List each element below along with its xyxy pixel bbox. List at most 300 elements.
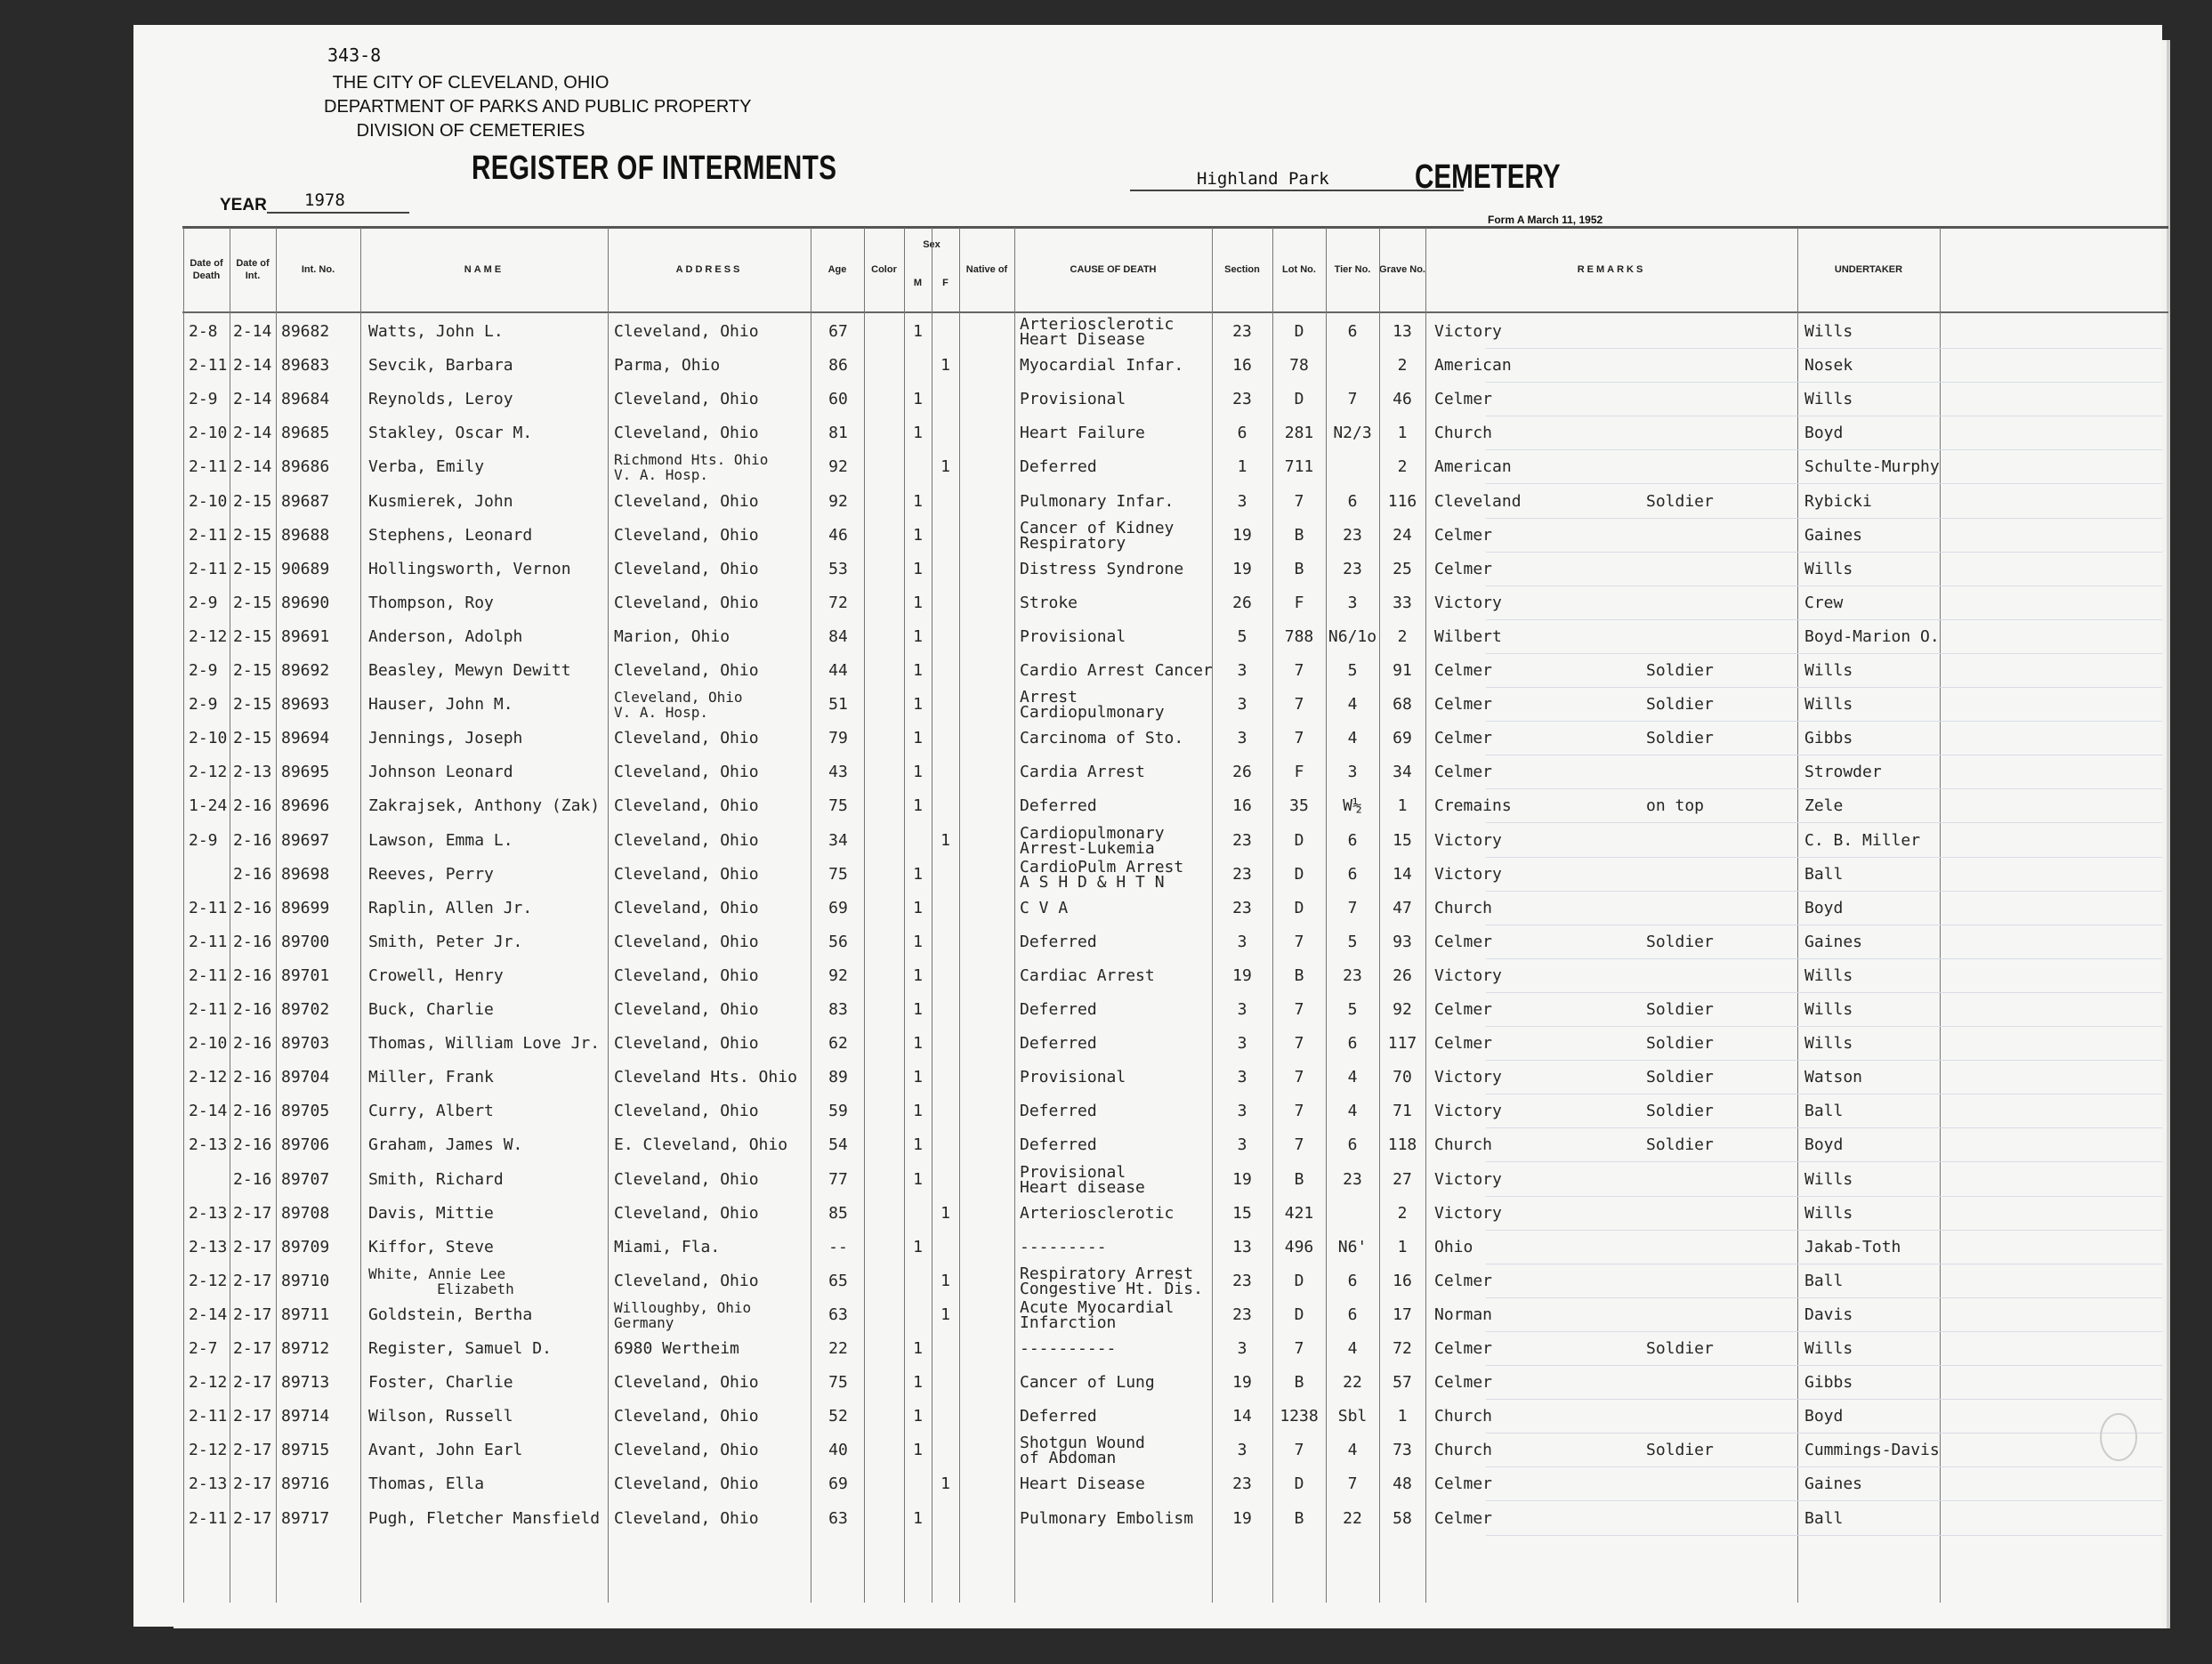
cell-grave: 1 — [1397, 1237, 1408, 1256]
cell-cause: Cancer of Kidney Respiratory — [1020, 518, 1175, 553]
cell-cem: Wilbert — [1434, 626, 1502, 646]
cell-death: 2-13 — [189, 1135, 228, 1155]
cell-cem: American — [1434, 457, 1512, 477]
cell-address: Cleveland, Ohio — [614, 932, 759, 951]
cell-no: 89708 — [281, 1203, 330, 1223]
cell-section: 19 — [1232, 965, 1252, 985]
cell-m: 1 — [913, 965, 923, 985]
cell-undertaker: Davis — [1804, 1305, 1853, 1324]
cell-cause: Provisional Heart disease — [1020, 1162, 1145, 1197]
cell-grave: 14 — [1393, 864, 1412, 884]
cell-name: Stakley, Oscar M. — [368, 424, 533, 443]
cell-m: 1 — [913, 1441, 923, 1460]
cell-cem: Church — [1434, 424, 1493, 443]
cell-death: 2-9 — [189, 695, 218, 715]
cell-m: 1 — [913, 390, 923, 409]
cell-section: 26 — [1232, 593, 1252, 612]
cell-age: 69 — [828, 898, 848, 917]
cell-no: 89701 — [281, 965, 330, 985]
cell-grave: 71 — [1393, 1102, 1412, 1121]
cell-m: 1 — [913, 525, 923, 545]
cell-tier: 23 — [1343, 1169, 1362, 1189]
cell-lot: 7 — [1294, 1102, 1304, 1121]
cell-tier: Sbl — [1337, 1407, 1368, 1426]
cell-int: 2-17 — [233, 1441, 272, 1460]
cell-section: 5 — [1237, 626, 1247, 646]
cell-death: 2-10 — [189, 1034, 228, 1054]
cell-name: Miller, Frank — [368, 1068, 494, 1087]
cell-address: Cleveland, Ohio — [614, 1169, 759, 1189]
cell-int: 2-16 — [233, 1169, 272, 1189]
cell-tier: 7 — [1347, 898, 1358, 917]
cell-cem: Church — [1434, 1407, 1493, 1426]
cell-age: 86 — [828, 356, 848, 376]
cell-cause: Deferred — [1020, 1407, 1097, 1426]
cell-address: Cleveland, Ohio — [614, 1441, 759, 1460]
cell-tier: 7 — [1347, 1474, 1358, 1494]
cell-undertaker: Schulte-Murphy — [1804, 457, 1940, 477]
cell-name: Kusmierek, John — [368, 491, 513, 511]
cell-section: 3 — [1237, 1135, 1247, 1155]
cell-address: Cleveland, Ohio — [614, 390, 759, 409]
cell-int: 2-13 — [233, 763, 272, 782]
table-row — [133, 925, 2162, 959]
cell-address: Cleveland, Ohio — [614, 593, 759, 612]
cell-section: 19 — [1232, 525, 1252, 545]
cell-tier: 3 — [1347, 763, 1358, 782]
cell-no: 89715 — [281, 1441, 330, 1460]
cell-undertaker: Gibbs — [1804, 729, 1853, 748]
cell-no: 89711 — [281, 1305, 330, 1324]
cell-undertaker: Wills — [1804, 322, 1853, 341]
cell-undertaker: Nosek — [1804, 356, 1853, 376]
cell-name: Lawson, Emma L. — [368, 830, 513, 850]
cell-m: 1 — [913, 593, 923, 612]
table-row — [133, 1298, 2162, 1332]
cell-section: 23 — [1232, 864, 1252, 884]
cell-int: 2-15 — [233, 525, 272, 545]
cell-int: 2-16 — [233, 1102, 272, 1121]
cell-tier: 5 — [1347, 1000, 1358, 1019]
cell-cem: Victory — [1434, 1203, 1502, 1223]
table-row — [133, 349, 2162, 383]
cell-remark: Soldier — [1646, 1102, 1714, 1121]
binder-hole — [2100, 1413, 2137, 1461]
cell-death: 2-10 — [189, 491, 228, 511]
cell-grave: 2 — [1397, 356, 1408, 376]
cell-no: 89704 — [281, 1068, 330, 1087]
cell-cem: Celmer — [1434, 1034, 1493, 1054]
cell-no: 89703 — [281, 1034, 330, 1054]
cell-section: 3 — [1237, 729, 1247, 748]
cell-int: 2-16 — [233, 932, 272, 951]
cell-lot: 7 — [1294, 1034, 1304, 1054]
cell-remark: Soldier — [1646, 1339, 1714, 1358]
cell-grave: 24 — [1393, 525, 1412, 545]
year-label: YEAR — [220, 196, 267, 214]
cell-m: 1 — [913, 626, 923, 646]
cell-no: 89712 — [281, 1339, 330, 1358]
cell-address: Cleveland, Ohio — [614, 1508, 759, 1528]
cell-m: 1 — [913, 1373, 923, 1393]
cell-age: 84 — [828, 626, 848, 646]
cell-tier: N6/1o — [1328, 626, 1377, 646]
cell-cem: Church — [1434, 898, 1493, 917]
cell-cause: Provisional — [1020, 390, 1126, 409]
cell-tier: 22 — [1343, 1373, 1362, 1393]
cell-section: 3 — [1237, 1000, 1247, 1019]
cell-age: 72 — [828, 593, 848, 612]
cell-grave: 68 — [1393, 695, 1412, 715]
cell-name: Johnson Leonard — [368, 763, 513, 782]
cell-address: Cleveland, Ohio — [614, 1000, 759, 1019]
cell-m: 1 — [913, 1068, 923, 1087]
cell-address: Cleveland, Ohio — [614, 491, 759, 511]
cell-m: 1 — [913, 729, 923, 748]
cell-cem: American — [1434, 356, 1512, 376]
cell-tier: 4 — [1347, 1102, 1358, 1121]
cell-grave: 46 — [1393, 390, 1412, 409]
cell-no: 89692 — [281, 661, 330, 680]
cell-cause: Deferred — [1020, 796, 1097, 816]
table-row — [133, 993, 2162, 1027]
cell-no: 89682 — [281, 322, 330, 341]
cell-tier: 6 — [1347, 1135, 1358, 1155]
table-row — [133, 755, 2162, 789]
cell-section: 23 — [1232, 1305, 1252, 1324]
cell-lot: B — [1294, 1373, 1304, 1393]
cell-int: 2-14 — [233, 390, 272, 409]
cell-name: Reeves, Perry — [368, 864, 494, 884]
ledger-rule — [1486, 1535, 2162, 1536]
cell-section: 23 — [1232, 830, 1252, 850]
cell-remark: Soldier — [1646, 1441, 1714, 1460]
cell-name: Thomas, William Love Jr. — [368, 1034, 601, 1054]
cell-age: 89 — [828, 1068, 848, 1087]
cell-address: 6980 Wertheim — [614, 1339, 739, 1358]
cell-undertaker: Rybicki — [1804, 491, 1872, 511]
cell-undertaker: Wills — [1804, 695, 1853, 715]
cell-death: 2-11 — [189, 457, 228, 477]
cell-name: White, Annie Lee Elizabeth — [368, 1264, 514, 1297]
cell-m: 1 — [913, 864, 923, 884]
cell-undertaker: C. B. Miller — [1804, 830, 1921, 850]
table-row — [133, 620, 2162, 654]
cell-section: 19 — [1232, 1373, 1252, 1393]
table-row — [133, 1231, 2162, 1264]
cell-section: 23 — [1232, 390, 1252, 409]
cell-cem: Cremains — [1434, 796, 1512, 816]
cell-section: 14 — [1232, 1407, 1252, 1426]
cell-tier: 4 — [1347, 729, 1358, 748]
cell-no: 89699 — [281, 898, 330, 917]
cell-no: 89684 — [281, 390, 330, 409]
cell-lot: 421 — [1284, 1203, 1314, 1223]
cell-address: E. Cleveland, Ohio — [614, 1135, 788, 1155]
cell-grave: 2 — [1397, 457, 1408, 477]
cell-section: 3 — [1237, 1339, 1247, 1358]
cell-name: Zakrajsek, Anthony (Zak) — [368, 796, 601, 816]
cell-name: Avant, John Earl — [368, 1441, 523, 1460]
cell-age: 59 — [828, 1102, 848, 1121]
cell-address: Willoughby, Ohio Germany — [614, 1298, 752, 1331]
cell-age: 92 — [828, 457, 848, 477]
cell-age: 81 — [828, 424, 848, 443]
cell-no: 89686 — [281, 457, 330, 477]
cell-cause: Carcinoma of Sto. — [1020, 729, 1184, 748]
cell-grave: 91 — [1393, 661, 1412, 680]
cell-grave: 47 — [1393, 898, 1412, 917]
cell-int: 2-15 — [233, 729, 272, 748]
cell-grave: 1 — [1397, 796, 1408, 816]
cell-section: 16 — [1232, 356, 1252, 376]
cell-grave: 72 — [1393, 1339, 1412, 1358]
cell-lot: F — [1294, 593, 1304, 612]
cell-no: 89687 — [281, 491, 330, 511]
cell-no: 89714 — [281, 1407, 330, 1426]
cell-section: 23 — [1232, 898, 1252, 917]
col-remarks: REMARKS — [1577, 264, 1646, 275]
cell-cause: Provisional — [1020, 1068, 1126, 1087]
cell-int: 2-15 — [233, 661, 272, 680]
table-row — [133, 1061, 2162, 1095]
cell-cause: Acute Myocardial Infarction — [1020, 1297, 1175, 1332]
cell-section: 1 — [1237, 457, 1247, 477]
cell-m: 1 — [913, 1135, 923, 1155]
cell-m: 1 — [913, 1339, 923, 1358]
cell-tier: 5 — [1347, 661, 1358, 680]
cell-grave: 57 — [1393, 1373, 1412, 1393]
cell-lot: 78 — [1289, 356, 1309, 376]
cell-lot: 281 — [1284, 424, 1314, 443]
cell-cem: Celmer — [1434, 763, 1493, 782]
cell-age: 63 — [828, 1508, 848, 1528]
cell-tier: 6 — [1347, 1305, 1358, 1324]
cell-undertaker: Ball — [1804, 864, 1844, 884]
cell-remark: Soldier — [1646, 1068, 1714, 1087]
cell-cem: Victory — [1434, 1102, 1502, 1121]
table-row — [133, 858, 2162, 892]
cell-cause: Arteriosclerotic — [1020, 1203, 1175, 1223]
cell-section: 3 — [1237, 1441, 1247, 1460]
cell-age: 67 — [828, 322, 848, 341]
cell-int: 2-17 — [233, 1474, 272, 1494]
cell-int: 2-15 — [233, 695, 272, 715]
cell-cause: --------- — [1020, 1237, 1107, 1256]
cell-undertaker: Gibbs — [1804, 1373, 1853, 1393]
cell-grave: 25 — [1393, 559, 1412, 578]
cell-death: 2-13 — [189, 1203, 228, 1223]
col-tier: Tier No. — [1334, 264, 1371, 275]
cell-lot: B — [1294, 1169, 1304, 1189]
cell-name: Kiffor, Steve — [368, 1237, 494, 1256]
cell-int: 2-17 — [233, 1203, 272, 1223]
cell-cause: Cardia Arrest — [1020, 763, 1145, 782]
cell-undertaker: Wills — [1804, 1034, 1853, 1054]
cell-no: 89688 — [281, 525, 330, 545]
cell-section: 13 — [1232, 1237, 1252, 1256]
cell-lot: 7 — [1294, 1068, 1304, 1087]
city-heading — [324, 71, 752, 143]
col-int-no: Int. No. — [301, 264, 335, 275]
cell-remark: Soldier — [1646, 932, 1714, 951]
cell-no: 89690 — [281, 593, 330, 612]
cell-death: 2-12 — [189, 1271, 228, 1290]
cell-age: 65 — [828, 1271, 848, 1290]
cell-undertaker: Wills — [1804, 390, 1853, 409]
cell-age: 40 — [828, 1441, 848, 1460]
cell-age: 92 — [828, 491, 848, 511]
table-row — [133, 1095, 2162, 1128]
cell-grave: 48 — [1393, 1474, 1412, 1494]
cell-m: 1 — [913, 763, 923, 782]
cell-address: Cleveland, Ohio — [614, 898, 759, 917]
table-row — [133, 1332, 2162, 1366]
cell-section: 3 — [1237, 1068, 1247, 1087]
cell-age: 85 — [828, 1203, 848, 1223]
cell-age: 92 — [828, 965, 848, 985]
cell-no: 89709 — [281, 1237, 330, 1256]
cell-f: 1 — [941, 1271, 950, 1290]
cell-no: 89705 — [281, 1102, 330, 1121]
cell-death: 2-11 — [189, 932, 228, 951]
cell-cem: Celmer — [1434, 1000, 1493, 1019]
city-line: THE CITY OF CLEVELAND, OHIO — [332, 73, 610, 93]
table-row — [133, 1400, 2162, 1434]
cell-undertaker: Ball — [1804, 1271, 1844, 1290]
table-row — [133, 892, 2162, 925]
table-row — [133, 1502, 2162, 1536]
cell-int: 2-15 — [233, 626, 272, 646]
department-line: DEPARTMENT OF PARKS AND PUBLIC PROPERTY — [324, 97, 752, 117]
cell-int: 2-16 — [233, 864, 272, 884]
cell-remark: Soldier — [1646, 729, 1714, 748]
cell-no: 89695 — [281, 763, 330, 782]
cell-death: 1-24 — [189, 796, 228, 816]
cell-cause: Deferred — [1020, 1102, 1097, 1121]
cell-cause: Deferred — [1020, 1135, 1097, 1155]
cell-grave: 2 — [1397, 1203, 1408, 1223]
cell-cem: Norman — [1434, 1305, 1493, 1324]
cell-int: 2-16 — [233, 965, 272, 985]
cell-address: Miami, Fla. — [614, 1237, 721, 1256]
cell-undertaker: Boyd — [1804, 1135, 1844, 1155]
cell-section: 23 — [1232, 1271, 1252, 1290]
cell-int: 2-16 — [233, 830, 272, 850]
cell-name: Graham, James W. — [368, 1135, 523, 1155]
cell-address: Cleveland, Ohio — [614, 322, 759, 341]
cell-tier: 6 — [1347, 491, 1358, 511]
col-age: Age — [827, 264, 847, 275]
cell-grave: 33 — [1393, 593, 1412, 612]
cell-int: 2-17 — [233, 1407, 272, 1426]
cell-grave: 16 — [1393, 1271, 1412, 1290]
cell-cem: Victory — [1434, 830, 1502, 850]
cell-cem: Celmer — [1434, 1508, 1493, 1528]
cell-address: Cleveland, Ohio — [614, 661, 759, 680]
cell-cem: Victory — [1434, 322, 1502, 341]
cell-cem: Celmer — [1434, 1474, 1493, 1494]
col-lot: Lot No. — [1282, 264, 1316, 275]
cell-address: Cleveland, Ohio — [614, 1407, 759, 1426]
form-date: Form A March 11, 1952 — [1488, 214, 1603, 226]
cell-cem: Celmer — [1434, 525, 1493, 545]
cell-m: 1 — [913, 1102, 923, 1121]
cell-m: 1 — [913, 932, 923, 951]
cell-no: 89693 — [281, 695, 330, 715]
cell-tier: 6 — [1347, 322, 1358, 341]
cell-cause: Arrest Cardiopulmonary — [1020, 688, 1165, 723]
table-row — [133, 1434, 2162, 1467]
cell-name: Stephens, Leonard — [368, 525, 533, 545]
cell-m: 1 — [913, 1508, 923, 1528]
cell-section: 19 — [1232, 1508, 1252, 1528]
cell-undertaker: Wills — [1804, 1000, 1853, 1019]
cell-name: Sevcik, Barbara — [368, 356, 513, 376]
cell-lot: 7 — [1294, 661, 1304, 680]
cell-lot: 7 — [1294, 729, 1304, 748]
register-page — [133, 25, 2162, 1627]
cell-undertaker: Strowder — [1804, 763, 1882, 782]
col-sex: Sex — [923, 239, 941, 250]
cell-cause: Cardiac Arrest — [1020, 965, 1155, 985]
cell-death: 2-11 — [189, 965, 228, 985]
cell-age: 46 — [828, 525, 848, 545]
table-row — [133, 824, 2162, 858]
table-row — [133, 450, 2162, 484]
cell-cause: Cardiopulmonary Arrest-Lukemia — [1020, 823, 1165, 858]
table-row — [133, 722, 2162, 755]
cemetery-name: Highland Park — [1197, 169, 1329, 189]
cell-lot: 7 — [1294, 1135, 1304, 1155]
cell-tier: 6 — [1347, 1271, 1358, 1290]
cell-lot: 7 — [1294, 1441, 1304, 1460]
table-row — [133, 789, 2162, 823]
cell-lot: 496 — [1284, 1237, 1314, 1256]
cell-age: 79 — [828, 729, 848, 748]
cell-cem: Celmer — [1434, 1373, 1493, 1393]
cell-name: Reynolds, Leroy — [368, 390, 513, 409]
cell-name: Crowell, Henry — [368, 965, 504, 985]
table-row — [133, 383, 2162, 416]
cell-age: 54 — [828, 1135, 848, 1155]
cell-remark: Soldier — [1646, 491, 1714, 511]
cell-section: 3 — [1237, 1034, 1247, 1054]
cell-m: 1 — [913, 1034, 923, 1054]
cell-section: 3 — [1237, 1102, 1247, 1121]
cell-no: 89716 — [281, 1474, 330, 1494]
cell-int: 2-14 — [233, 322, 272, 341]
cell-undertaker: Gaines — [1804, 932, 1863, 951]
cell-undertaker: Wills — [1804, 1169, 1853, 1189]
cell-tier: N6' — [1337, 1237, 1368, 1256]
col-native: Native of — [965, 264, 1008, 275]
cell-grave: 58 — [1393, 1508, 1412, 1528]
cell-age: 51 — [828, 695, 848, 715]
cell-name: Watts, John L. — [368, 322, 504, 341]
cell-lot: D — [1294, 898, 1304, 917]
cell-no: 90689 — [281, 559, 330, 578]
cell-name: Anderson, Adolph — [368, 626, 523, 646]
cell-death: 2-8 — [189, 322, 218, 341]
cell-address: Cleveland Hts. Ohio — [614, 1068, 797, 1087]
table-row — [133, 959, 2162, 993]
cell-no: 89710 — [281, 1271, 330, 1290]
table-row — [133, 1128, 2162, 1162]
cell-int: 2-16 — [233, 1068, 272, 1087]
table-row — [133, 1366, 2162, 1400]
cell-age: 22 — [828, 1339, 848, 1358]
